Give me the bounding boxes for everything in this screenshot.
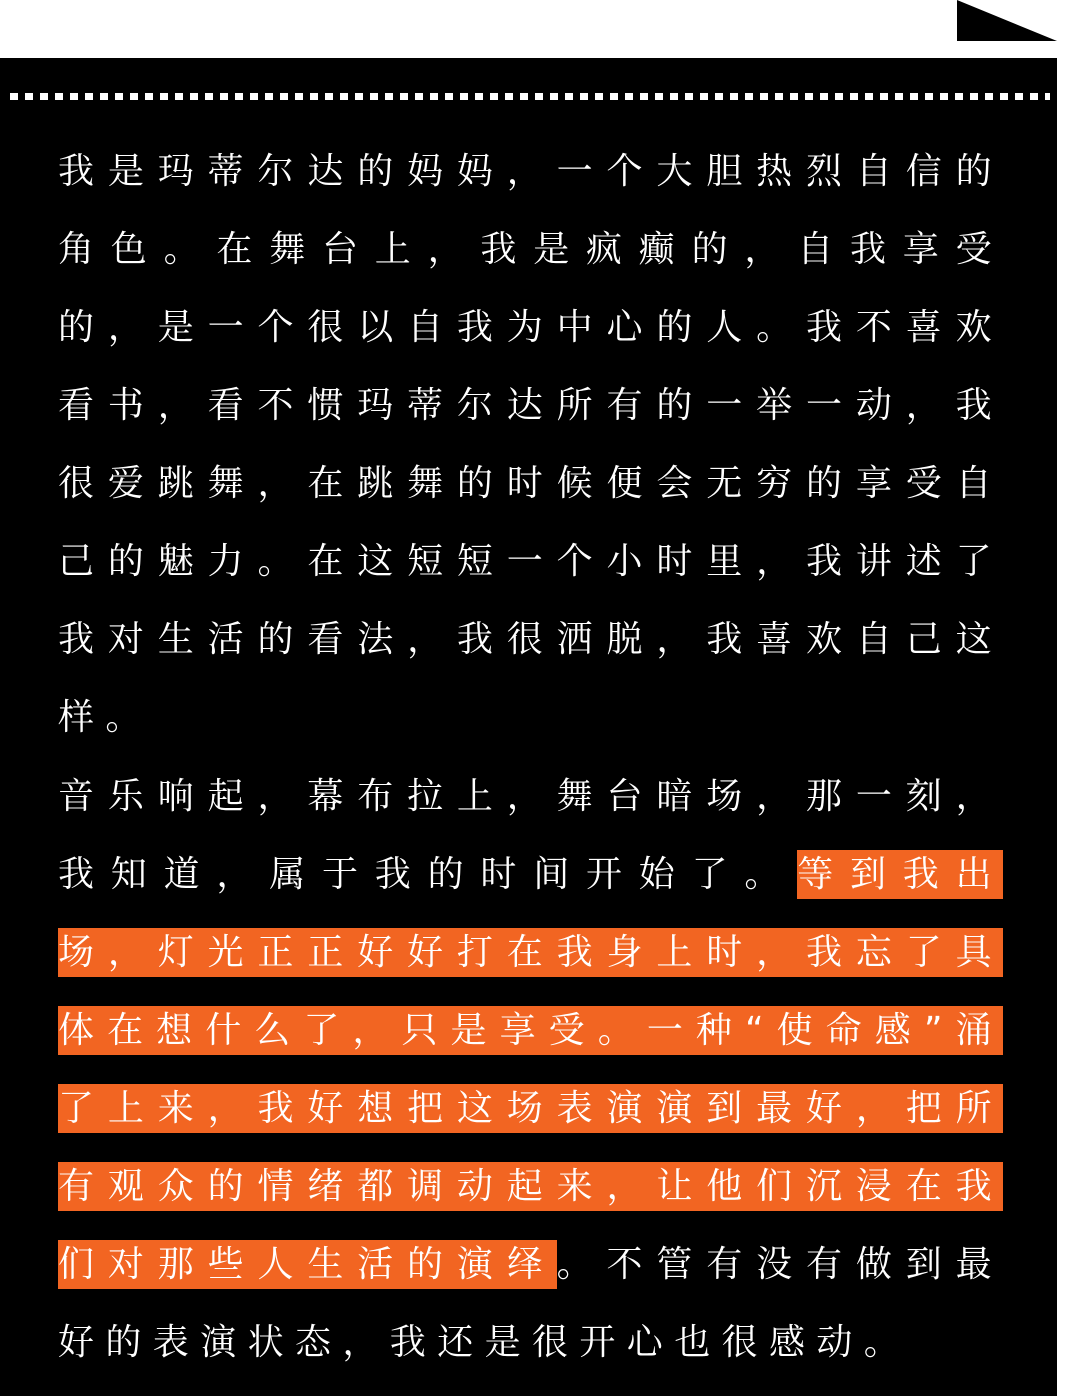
dotted-divider — [10, 93, 1050, 100]
paragraph-1-text: 我是玛蒂尔达的妈妈，一个大胆热烈自信的角色。在舞台上，我是疯癫的，自我享受的，是一个很以自我为中心的人。我不喜欢看书，看不惯玛蒂尔达所有的一举一动，我很爱跳舞，在跳舞的时候便会无穷的享受自己的魅力。在这短短一个小时里，我讲述了我对生活的看法，我很洒脱，我喜欢自己这样。 — [58, 151, 1003, 738]
paragraph-2-start: 音乐响起，幕布拉上，舞台暗场，那一刻，我知道，属于我的时间开始了。 — [58, 776, 1003, 895]
text-panel — [0, 58, 1057, 1396]
paragraph-2 — [58, 758, 1003, 1382]
paragraph-2-end: 。不管有没有做到最好的表演状态，我还是很开心也很感动。 — [58, 1244, 1003, 1363]
paragraph-2-highlight: 等到我出场，灯光正正好好打在我身上时，我忘了具体在想什么了，只是享受。一种“使命感”涌了上来，我好想把这场表演演到最好，把所有观众的情绪都调动起来，让他们沉浸在我们对那些人生活的演绎 — [58, 850, 1003, 1289]
top-white-strip — [0, 0, 1065, 58]
paragraph-1 — [58, 133, 1003, 757]
